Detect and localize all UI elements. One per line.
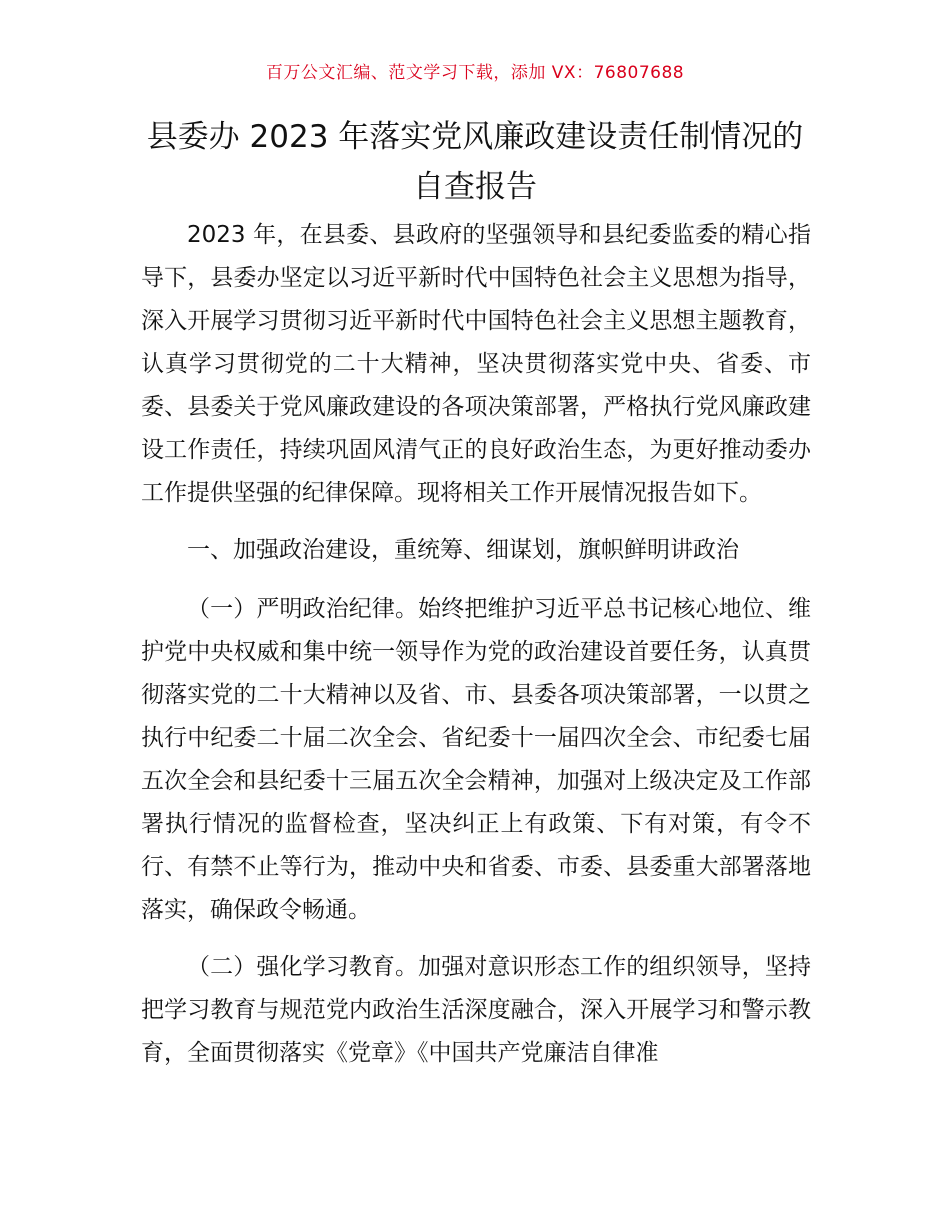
page-title [120,112,830,212]
document-body [141,214,811,1089]
subsection-paragraph-2: （二）强化学习教育。加强对意识形态工作的组织领导，坚持把学习教育与规范党内政治生活深度融合，深入开展学习和警示教育，全面贯彻落实《党章》《中国共产党廉洁自律准 [141,954,811,1066]
title-line-2: 自查报告 [413,169,537,205]
title-line-1: 县委办 2023 年落实党风廉政建设责任制情况的 [146,119,804,155]
watermark-banner: 百万公文汇编、范文学习下载，添加 VX：76807688 [265,63,685,83]
intro-paragraph: 2023 年，在县委、县政府的坚强领导和县纪委监委的精心指导下，县委办坚定以习近平新时代中国特色社会主义思想为指导，深入开展学习贯彻习近平新时代中国特色社会主义思想主题教育，认真学习贯彻党的二十大精神，坚决贯彻落实党中央、省委、市委、县委关于党风廉政建设的各项决策部署，严格执行党风廉政建设工作责任，持续巩固风清气正的良好政治生态，为更好推动委办工作提供坚强的纪律保障。现将相关工作开展情况报告如下。 [141,222,811,506]
subsection-paragraph-1: （一）严明政治纪律。始终把维护习近平总书记核心地位、维护党中央权威和集中统一领导作为党的政治建设首要任务，认真贯彻落实党的二十大精神以及省、市、县委各项决策部署，一以贯之执行中纪委二十届二次全会、省纪委十一届四次全会、市纪委七届五次全会和县纪委十三届五次全会精神，加强对上级决定及工作部署执行情况的监督检查，坚决纠正上有政策、下有对策，有令不行、有禁不止等行为，推动中央和省委、市委、县委重大部署落地落实，确保政令畅通。 [141,596,811,923]
section-heading-1: 一、加强政治建设，重统筹、细谋划，旗帜鲜明讲政治 [187,537,739,563]
